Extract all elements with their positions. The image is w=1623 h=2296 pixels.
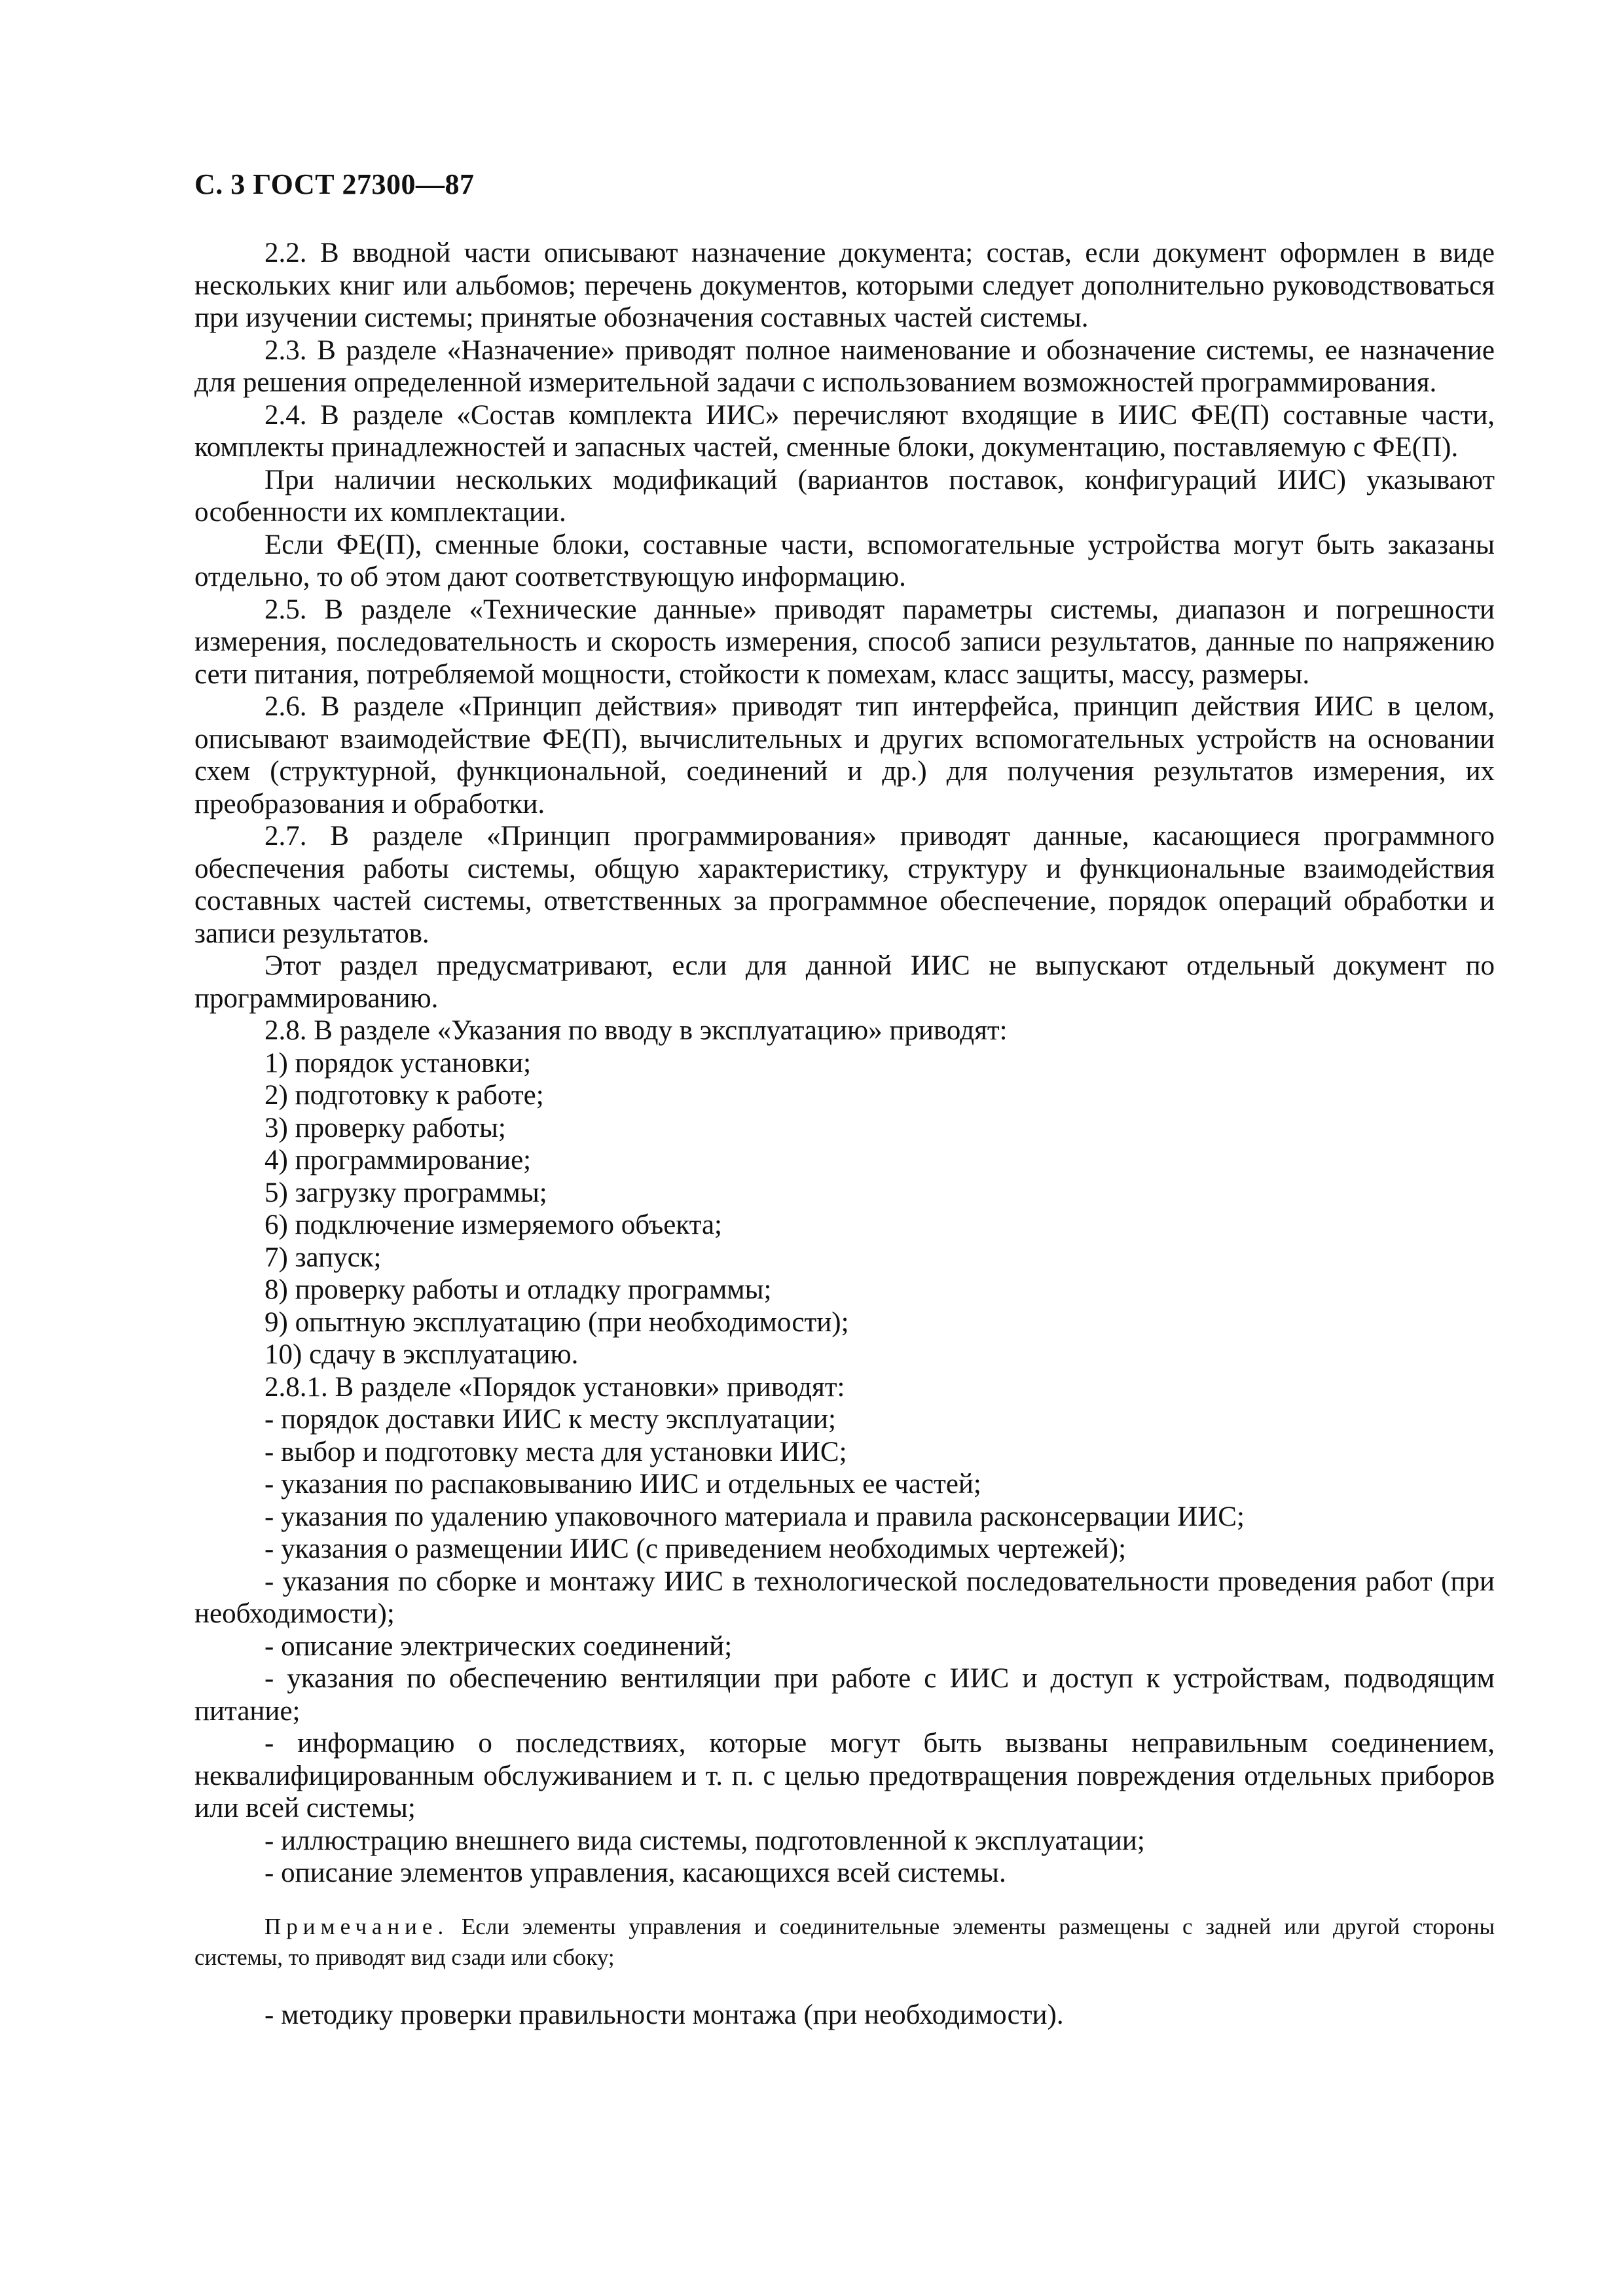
list-item: 3) проверку работы; <box>264 1112 506 1143</box>
final-dash-item: - методику проверки правильности монтажа (при необходимости). <box>264 1999 1064 2030</box>
dash-item: - указания о размещении ИИС (с приведением необходимых чертежей); <box>264 1534 1127 1564</box>
dash-item: - указания по удалению упаковочного материала и правила расконсервации ИИС; <box>264 1501 1245 1532</box>
list-item: 8) проверку работы и отладку программы; <box>264 1274 772 1305</box>
list-item: 7) запуск; <box>264 1242 382 1273</box>
paragraph-2-8-1: 2.8.1. В разделе «Порядок установки» приводят: <box>264 1371 845 1403</box>
paragraph-2-8: 2.8. В разделе «Указания по вводу в эксплуатацию» приводят: <box>264 1015 1008 1046</box>
note <box>194 1911 1495 1973</box>
dash-item: - описание элементов управления, касающихся всей системы. <box>264 1857 1006 1888</box>
document-body <box>194 237 1495 2031</box>
list-item: 1) порядок установки; <box>264 1047 532 1079</box>
paragraph-programming-doc: Этот раздел предусматривают, если для данной ИИС не выпускают отдельный документ по программированию. <box>194 950 1495 1014</box>
dash-item: - указания по распаковыванию ИИС и отдельных ее частей; <box>264 1469 981 1499</box>
dash-item: - порядок доставки ИИС к месту эксплуатации; <box>264 1404 836 1435</box>
dash-item: - иллюстрацию внешнего вида системы, подготовленной к эксплуатации; <box>264 1825 1145 1856</box>
note-label: Примечание. <box>264 1913 449 1939</box>
dash-item: - описание электрических соединений; <box>264 1630 733 1662</box>
list-item: 2) подготовку к работе; <box>264 1080 544 1111</box>
paragraph-modifications: При наличии нескольких модификаций (вариантов поставок, конфигураций ИИС) указывают особенности их комплектации. <box>194 464 1495 528</box>
paragraph-2-2: 2.2. В вводной части описывают назначение документа; состав, если документ оформлен в виде нескольких книг или альбомов; перечень документов, которыми следует дополнительно руководствоваться при изучении системы; принятые обозначения составных частей системы. <box>194 238 1495 333</box>
list-item: 4) программирование; <box>264 1145 532 1175</box>
page-header: С. 3 ГОСТ 27300—87 <box>194 168 475 200</box>
paragraph-2-5: 2.5. В разделе «Технические данные» приводят параметры системы, диапазон и погрешности измерения, последовательность и скорость измерения, способ записи результатов, данные по напряжению сети питания, потребляемой мощности, стойкости к помехам, класс защиты, массу, размеры. <box>194 594 1495 690</box>
paragraph-ordering: Если ФЕ(П), сменные блоки, составные части, вспомогательные устройства могут быть заказаны отдельно, то об этом дают соответствующую информацию. <box>194 529 1495 592</box>
dash-item: - выбор и подготовку места для установки ИИС; <box>264 1436 847 1467</box>
paragraph-2-3: 2.3. В разделе «Назначение» приводят полное наименование и обозначение системы, ее назначение для решения определенной измерительной задачи с использованием возможностей программирования. <box>194 334 1495 398</box>
paragraph-2-7: 2.7. В разделе «Принцип программирования» приводят данные, касающиеся программного обеспечения работы системы, общую характеристику, структуру и функциональные взаимодействия составных частей системы, ответственных за программное обеспечение, порядок операций обработки и записи результатов. <box>194 821 1495 949</box>
paragraph-2-6: 2.6. В разделе «Принцип действия» приводят тип интерфейса, принцип действия ИИС в целом, описывают взаимодействие ФЕ(П), вычислительных и других вспомогательных устройств на основании схем (структурной, функциональной, соединений и др.) для получения результатов измерения, их преобразования и обработки. <box>194 691 1495 819</box>
dash-item: - указания по обеспечению вентиляции при работе с ИИС и доступ к устройствам, подводящим питание; <box>194 1663 1495 1727</box>
note-text: Если элементы управления и соединительные элементы размещены с задней или другой стороны системы, то приводят вид сзади или сбоку; <box>194 1913 1495 1970</box>
list-item: 10) сдачу в эксплуатацию. <box>264 1339 579 1370</box>
dash-item: - информацию о последствиях, которые могут быть вызваны неправильным соединением, неквалифицированным обслуживанием и т. п. с целью предотвращения повреждения отдельных приборов или всей системы; <box>194 1728 1495 1823</box>
list-item: 9) опытную эксплуатацию (при необходимости); <box>264 1306 849 1338</box>
list-item: 5) загрузку программы; <box>264 1177 547 1208</box>
list-item: 6) подключение измеряемого объекта; <box>264 1210 723 1240</box>
paragraph-2-4: 2.4. В разделе «Состав комплекта ИИС» перечисляют входящие в ИИС ФЕ(П) составные части, комплекты принадлежностей и запасных частей, сменные блоки, документацию, поставляемую с ФЕ(П). <box>194 399 1495 463</box>
dash-item: - указания по сборке и монтажу ИИС в технологической последовательности проведения работ (при необходимости); <box>194 1566 1495 1629</box>
